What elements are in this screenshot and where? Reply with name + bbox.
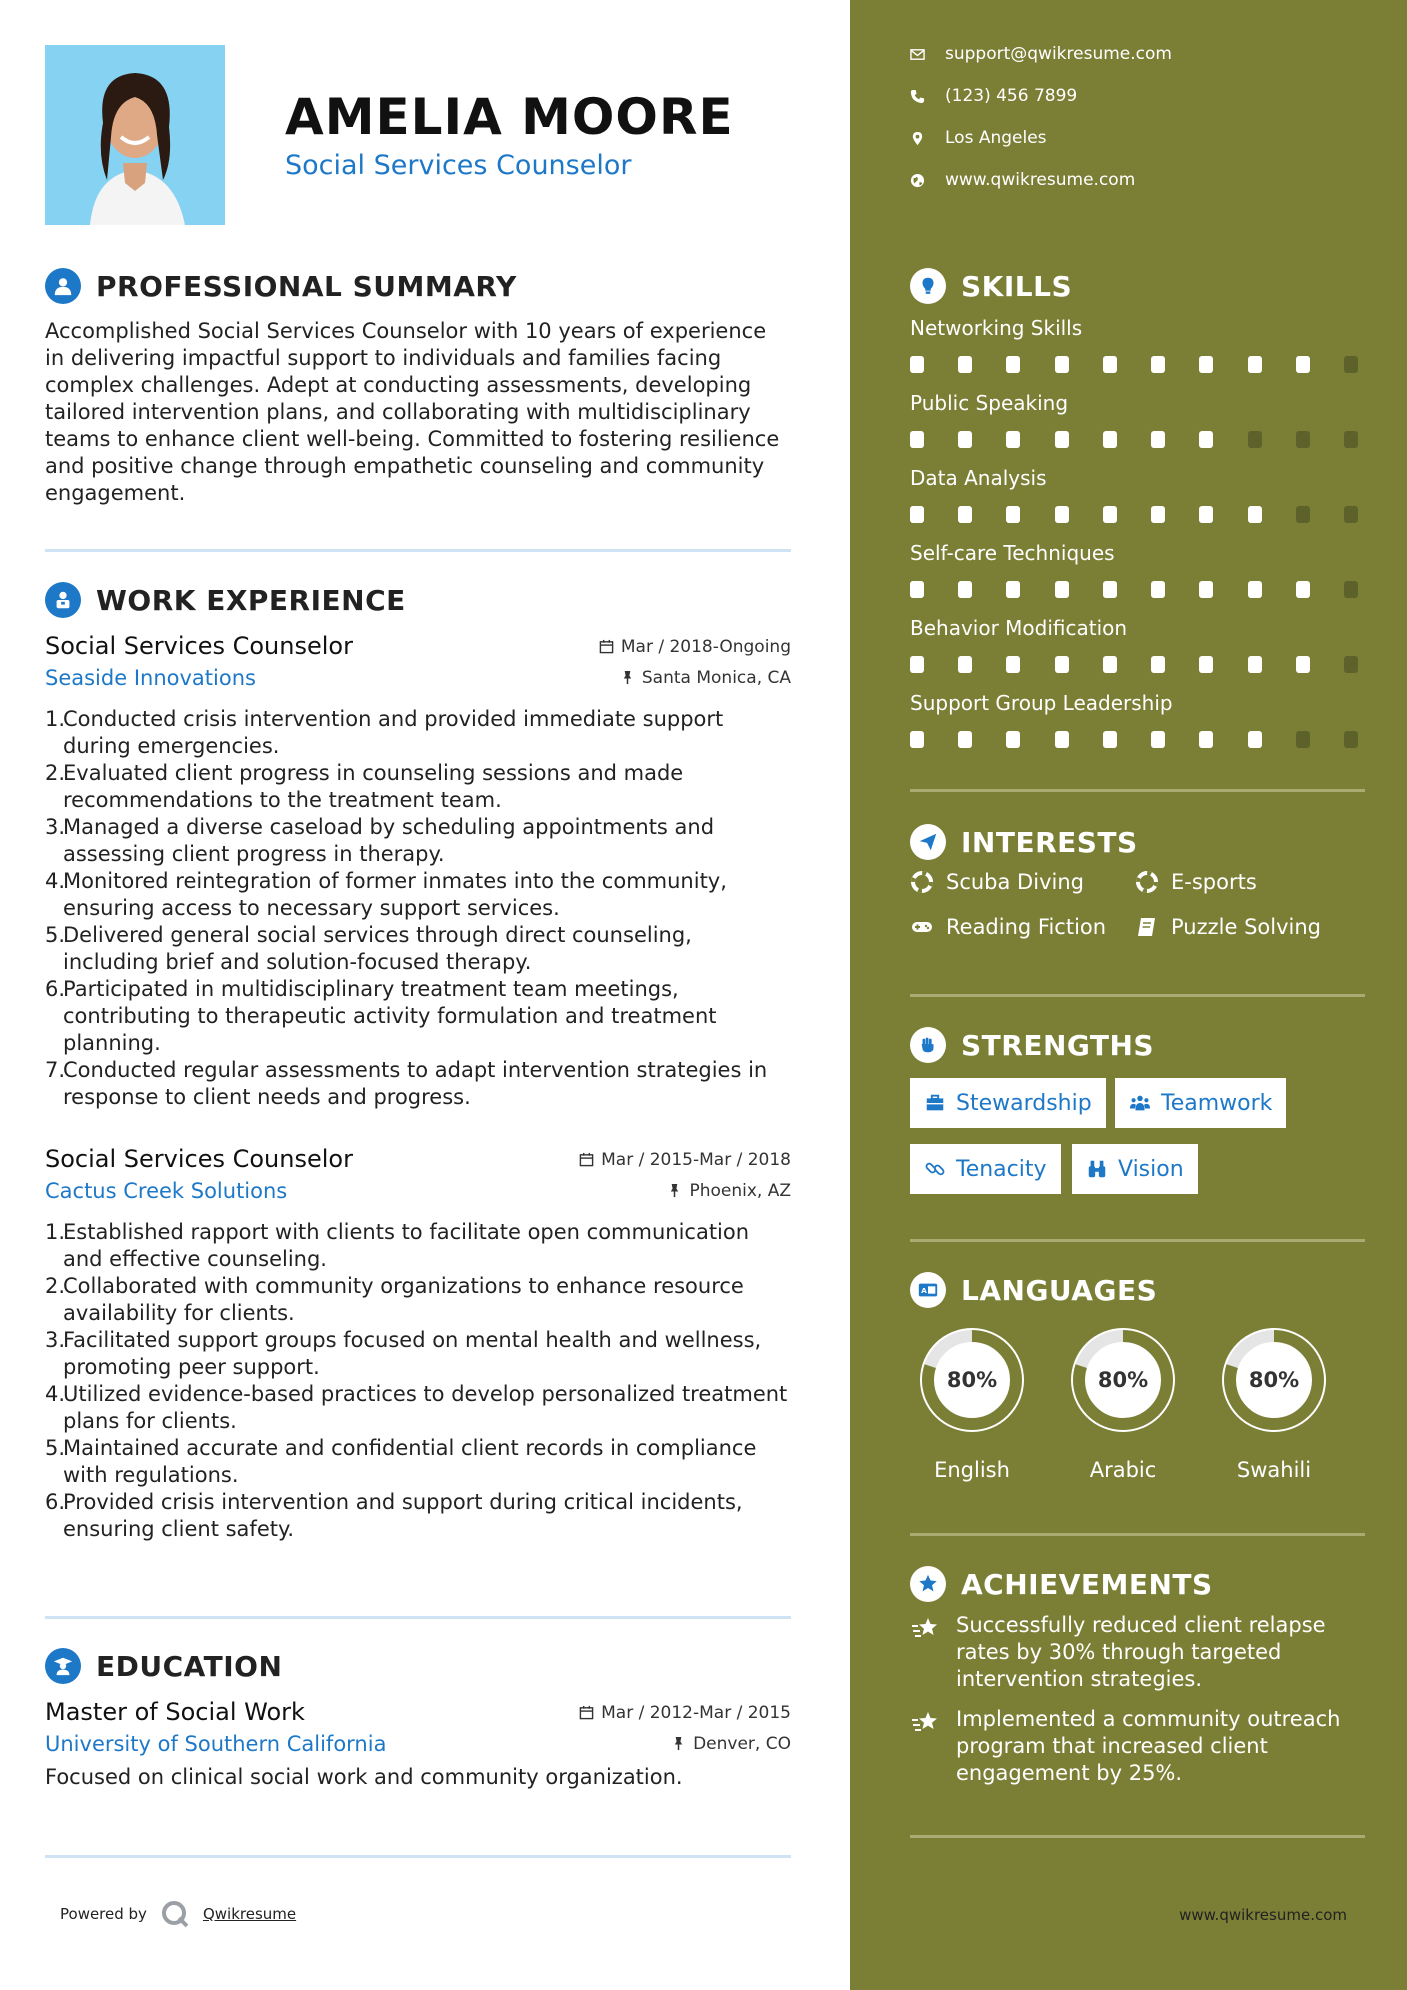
achievements-section — [910, 1564, 1365, 1604]
summary-heading: PROFESSIONAL SUMMARY — [96, 269, 517, 303]
strengths-heading: STRENGTHS — [961, 1028, 1155, 1062]
profile-photo — [45, 45, 225, 225]
skill-dot — [1006, 656, 1020, 673]
skill-dot — [1199, 431, 1213, 448]
duty-item: 6. Provided crisis intervention and support during critical incidents, ensuring client safety. — [45, 1490, 743, 1541]
skill-dot — [1296, 506, 1310, 523]
svg-text:A: A — [921, 1286, 927, 1296]
summary-text: Accomplished Social Services Counselor with 10 years of experience in delivering impactful support to individuals and families facing complex challenges. Adept at conducting assessments, developing tailored intervention plans, and collaborating with multidisciplinary teams to enhance client well-being. Committed to fostering resilience and positive change through empathetic counseling and community engagement. — [45, 319, 780, 505]
skill-item: Networking Skills — [910, 316, 1365, 373]
skill-dot — [1248, 581, 1262, 598]
skill-item: Data Analysis — [910, 466, 1365, 523]
job-dates: Mar / 2015-Mar / 2018 — [601, 1149, 791, 1170]
skill-dot — [1199, 506, 1213, 523]
phone-icon — [910, 89, 925, 104]
duty-item: 5. Maintained accurate and confidential client records in compliance with regulations. — [45, 1436, 757, 1487]
calendar-icon — [579, 1705, 594, 1720]
skill-dot — [1006, 731, 1020, 748]
skill-dot — [1248, 431, 1262, 448]
company-name: Seaside Innovations — [45, 666, 256, 690]
paper-plane-icon — [910, 824, 946, 860]
pin-icon — [667, 1183, 682, 1198]
skill-dot — [1344, 506, 1358, 523]
shooting-star-icon — [910, 1614, 940, 1644]
skill-dot — [1344, 431, 1358, 448]
skill-dot — [1199, 656, 1213, 673]
skill-dot — [1296, 356, 1310, 373]
language-item — [1061, 1318, 1185, 1482]
education-description: Focused on clinical social work and community organization. — [45, 1765, 683, 1789]
skill-dot — [1296, 581, 1310, 598]
company-name: Cactus Creek Solutions — [45, 1179, 288, 1203]
shooting-star-icon — [910, 1708, 940, 1738]
experience-section — [45, 580, 791, 1543]
life-ring-icon — [910, 870, 934, 894]
life-ring-icon — [1135, 870, 1159, 894]
language-name: Swahili — [1236, 1458, 1312, 1482]
skill-item: Support Group Leadership — [910, 691, 1365, 748]
skill-dot — [1296, 656, 1310, 673]
divider — [910, 1239, 1365, 1242]
skills-list — [910, 316, 1365, 748]
skills-heading: SKILLS — [961, 269, 1073, 303]
skill-dot — [910, 656, 924, 673]
language-ring — [1061, 1318, 1185, 1442]
strength-chip: Teamwork — [1115, 1078, 1286, 1128]
skill-dot — [1055, 506, 1069, 523]
skills-section — [910, 266, 1365, 766]
job-location: Phoenix, AZ — [689, 1180, 791, 1201]
user-icon — [45, 268, 81, 304]
skill-dot — [910, 431, 924, 448]
candidate-name: AMELIA MOORE — [285, 88, 734, 146]
strength-chip: Stewardship — [910, 1078, 1106, 1128]
contact-website: www.qwikresume.com — [910, 170, 1135, 190]
skill-dot — [958, 731, 972, 748]
skill-dot — [1103, 581, 1117, 598]
skill-dot — [1151, 356, 1165, 373]
divider — [45, 1616, 791, 1619]
duty-item: 2. Collaborated with community organizations to enhance resource availability for clients. — [45, 1274, 744, 1325]
duty-item: 1. Conducted crisis intervention and provided immediate support during emergencies. — [45, 707, 724, 758]
skill-dot — [1006, 431, 1020, 448]
interest-item: Reading Fiction — [910, 915, 1106, 939]
language-icon — [910, 1272, 946, 1308]
skill-dot — [1344, 731, 1358, 748]
skill-dot — [1103, 656, 1117, 673]
skill-dot — [1151, 656, 1165, 673]
skill-dot — [1006, 506, 1020, 523]
divider — [910, 1533, 1365, 1536]
job-title: Social Services Counselor — [45, 1145, 353, 1173]
summary-section — [45, 266, 791, 507]
language-percent: 80% — [1097, 1368, 1149, 1392]
skill-dot — [1151, 431, 1165, 448]
skill-level — [910, 356, 1358, 373]
star-badge-icon — [910, 1566, 946, 1602]
divider — [45, 549, 791, 552]
duty-item: 2. Evaluated client progress in counseling sessions and made recommendations to the treatment team. — [45, 761, 684, 812]
education-heading: EDUCATION — [96, 1649, 283, 1683]
map-marker-icon — [910, 131, 925, 146]
job-title: Social Services Counselor — [45, 632, 353, 660]
powered-label: Powered by — [60, 1905, 147, 1923]
interest-item: Puzzle Solving — [1135, 915, 1321, 939]
skill-dot — [1344, 356, 1358, 373]
skill-level — [910, 656, 1358, 673]
languages-heading: LANGUAGES — [961, 1273, 1158, 1307]
skill-dot — [1055, 656, 1069, 673]
degree-title: Master of Social Work — [45, 1698, 305, 1726]
language-item — [910, 1318, 1034, 1482]
skill-level — [910, 731, 1358, 748]
school-name: University of Southern California — [45, 1732, 387, 1756]
calendar-icon — [599, 639, 614, 654]
contact-location: Los Angeles — [910, 128, 1047, 148]
strength-chip: Vision — [1072, 1144, 1198, 1194]
duty-item: 3. Managed a diverse caseload by scheduling appointments and assessing client progress in therapy. — [45, 815, 715, 866]
skill-item: Self-care Techniques — [910, 541, 1365, 598]
skill-dot — [1151, 581, 1165, 598]
achievement-item: Implemented a community outreach program that increased client engagement by 25%. — [910, 1706, 1370, 1787]
skill-dot — [1103, 506, 1117, 523]
skill-dot — [1103, 731, 1117, 748]
powered-by — [60, 1900, 296, 1928]
skill-dot — [1103, 431, 1117, 448]
skill-dot — [1296, 731, 1310, 748]
skill-dot — [910, 581, 924, 598]
footer-url[interactable]: www.qwikresume.com — [1179, 1906, 1347, 1924]
qwikresume-logo-icon — [161, 1900, 189, 1928]
skill-dot — [1199, 356, 1213, 373]
skill-item: Public Speaking — [910, 391, 1365, 448]
duty-item: 4. Monitored reintegration of former inmates into the community, ensuring access to necessary support services. — [45, 869, 727, 920]
envelope-icon — [910, 47, 925, 62]
skill-dot — [1248, 656, 1262, 673]
skill-dot — [1199, 581, 1213, 598]
graduate-icon — [45, 1648, 81, 1684]
skill-dot — [1296, 431, 1310, 448]
duty-item: 5. Delivered general social services through direct counseling, including brief and solution-focused therapy. — [45, 923, 692, 974]
skill-dot — [1055, 356, 1069, 373]
calendar-icon — [579, 1152, 594, 1167]
skill-dot — [1103, 356, 1117, 373]
job-dates: Mar / 2018-Ongoing — [620, 636, 791, 657]
skill-dot — [910, 731, 924, 748]
skill-dot — [1248, 506, 1262, 523]
skill-dot — [1006, 581, 1020, 598]
skill-dot — [1055, 581, 1069, 598]
skill-item: Behavior Modification — [910, 616, 1365, 673]
job-entry — [45, 632, 791, 1111]
gamepad-icon — [910, 915, 934, 939]
skill-dot — [1248, 731, 1262, 748]
skill-dot — [1248, 356, 1262, 373]
duty-item: 4. Utilized evidence-based practices to develop personalized treatment plans for clients. — [45, 1382, 788, 1433]
skill-dot — [1344, 656, 1358, 673]
divider — [910, 1835, 1365, 1838]
globe-icon — [910, 173, 925, 188]
candidate-title: Social Services Counselor — [285, 150, 632, 181]
duty-item: 3. Facilitated support groups focused on mental health and wellness, promoting peer support. — [45, 1328, 762, 1379]
duty-list — [45, 706, 791, 1111]
skill-dot — [1006, 356, 1020, 373]
strength-chip: Tenacity — [910, 1144, 1061, 1194]
languages-section — [910, 1270, 1365, 1310]
interests-heading: INTERESTS — [961, 825, 1138, 859]
briefcase-icon — [924, 1092, 946, 1114]
language-ring — [1212, 1318, 1336, 1442]
interests-section — [910, 822, 1365, 862]
interest-item: Scuba Diving — [910, 870, 1084, 894]
divider — [910, 789, 1365, 792]
language-name: Arabic — [1089, 1458, 1157, 1482]
link-icon — [924, 1158, 946, 1180]
skill-level — [910, 506, 1358, 523]
divider — [45, 1855, 791, 1858]
skill-level — [910, 581, 1358, 598]
skill-dot — [958, 506, 972, 523]
job-entry — [45, 1145, 791, 1543]
skill-dot — [910, 506, 924, 523]
divider — [910, 994, 1365, 997]
education-dates: Mar / 2012-Mar / 2015 — [601, 1702, 791, 1723]
interest-item: E-sports — [1135, 870, 1257, 894]
job-location: Santa Monica, CA — [641, 667, 791, 688]
duty-list — [45, 1219, 791, 1543]
language-percent: 80% — [1248, 1368, 1300, 1392]
skill-dot — [958, 656, 972, 673]
skill-dot — [958, 431, 972, 448]
skill-dot — [910, 356, 924, 373]
achievements-heading: ACHIEVEMENTS — [961, 1567, 1213, 1601]
contact-phone: (123) 456 7899 — [910, 86, 1077, 106]
sidebar — [850, 0, 1407, 1990]
language-ring — [910, 1318, 1034, 1442]
experience-heading: WORK EXPERIENCE — [96, 583, 406, 617]
strengths-section — [910, 1025, 1365, 1065]
language-item — [1212, 1318, 1336, 1482]
skill-dot — [958, 581, 972, 598]
skill-dot — [1344, 581, 1358, 598]
binoculars-icon — [1086, 1158, 1108, 1180]
fist-icon — [910, 1027, 946, 1063]
contact-email: support@qwikresume.com — [910, 44, 1172, 64]
skill-dot — [1151, 731, 1165, 748]
education-location: Denver, CO — [693, 1733, 791, 1754]
duty-item: 7. Conducted regular assessments to adapt intervention strategies in response to client needs and progress. — [45, 1058, 768, 1109]
education-section — [45, 1646, 791, 1791]
pin-icon — [620, 670, 635, 685]
book-icon — [1135, 915, 1159, 939]
pin-icon — [671, 1736, 686, 1751]
lightbulb-icon — [910, 268, 946, 304]
qwikresume-link[interactable]: Qwikresume — [202, 1905, 297, 1923]
duty-item: 1. Established rapport with clients to facilitate open communication and effective counseling. — [45, 1220, 750, 1271]
skill-level — [910, 431, 1358, 448]
skill-dot — [1151, 506, 1165, 523]
briefcase-user-icon — [45, 582, 81, 618]
language-percent: 80% — [946, 1368, 998, 1392]
language-name: English — [934, 1458, 1010, 1482]
users-icon — [1129, 1092, 1151, 1114]
duty-item: 6. Participated in multidisciplinary treatment team meetings, contributing to therapeutic activity formulation and treatment planning. — [45, 977, 717, 1055]
skill-dot — [1055, 731, 1069, 748]
skill-dot — [958, 356, 972, 373]
skill-dot — [1055, 431, 1069, 448]
skill-dot — [1199, 731, 1213, 748]
achievement-item: Successfully reduced client relapse rates by 30% through targeted intervention strategies. — [910, 1612, 1370, 1693]
